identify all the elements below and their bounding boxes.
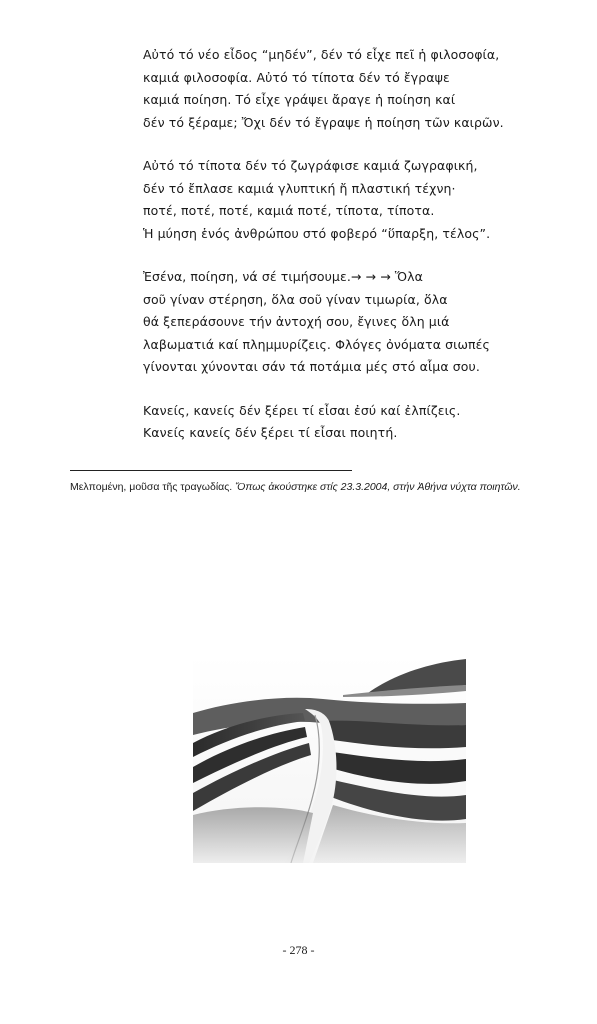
poem-body — [143, 44, 583, 466]
poem-line: Κανείς, κανείς δέν ξέρει τί εἶσαι ἐσύ καί ἐλπίζεις. — [143, 402, 461, 418]
poem-line: θά ξεπεράσουνε τήν ἀντοχή σου, ἔγινες ὅλη μιά — [143, 314, 450, 329]
poem-line: καμιά ποίηση. Τό εἶχε γράψει ἄραγε ἡ ποίηση καί — [143, 92, 456, 107]
footnote-divider — [70, 470, 352, 471]
poem-line: Ἐσένα, ποίηση, νά σέ τιμήσουμε.→ → → Ὅλα — [143, 269, 423, 284]
poem-line: σοῦ γίναν στέρηση, ὅλα σοῦ γίναν τιμωρία, ὅλα — [143, 291, 448, 307]
footnote-text: Μελπομένη, μοῦσα τῆς τραγωδίας. — [70, 481, 236, 493]
poem-line: Κανείς κανείς δέν ξέρει τί εἶσαι ποιητή. — [143, 425, 398, 440]
stanza-3 — [143, 266, 583, 379]
poem-line: γίνονται χύνονται σάν τά ποτάμια μές στό αἷμα σου. — [143, 359, 480, 374]
page-number: - 278 - — [282, 943, 315, 957]
charcoal-landscape-illustration — [193, 655, 466, 863]
poem-line: καμιά φιλοσοφία. Αὐτό τό τίποτα δέν τό ἔγραψε — [143, 69, 450, 85]
poem-line: Αὐτό τό τίποτα δέν τό ζωγράφισε καμιά ζωγραφική, — [143, 158, 478, 173]
footnote — [70, 481, 590, 493]
poem-line: λαβωματιά καί πλημμυρίζεις. Φλόγες ὀνόματα σιωπές — [143, 336, 490, 352]
footnote-italic-text: Ὅπως ἀκούστηκε στίς 23.3.2004, στήν Ἀθήνα νύχτα ποιητῶν. — [235, 481, 521, 493]
stanza-1 — [143, 44, 583, 134]
poem-line: δέν τό ἔπλασε καμιά γλυπτική ἤ πλαστική τέχνη· — [143, 180, 456, 196]
stanza-4 — [143, 400, 583, 445]
poem-line: δέν τό ξέραμε; Ὄχι δέν τό ἔγραψε ἡ ποίηση τῶν καιρῶν. — [143, 114, 504, 130]
poem-line: Αὐτό τό νέο εἶδος “μηδέν”, δέν τό εἶχε πεῖ ἡ φιλοσοφία, — [143, 47, 500, 62]
poem-line: ποτέ, ποτέ, ποτέ, καμιά ποτέ, τίποτα, τίποτα. — [143, 203, 435, 218]
poem-line: Ἡ μύηση ἑνός ἀνθρώπου στό φοβερό “ὕπαρξη, τέλος”. — [143, 225, 491, 241]
stanza-2 — [143, 155, 583, 245]
